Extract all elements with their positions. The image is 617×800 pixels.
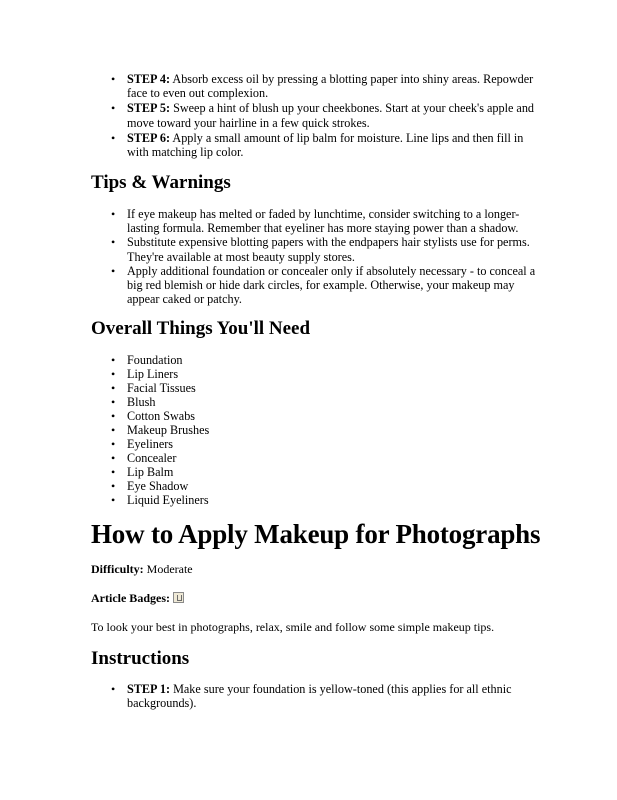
- thing-item: • Liquid Eyeliners: [91, 493, 537, 507]
- tips-heading-block: [91, 172, 537, 194]
- step-item: [91, 131, 537, 159]
- step-item: [91, 72, 537, 100]
- thing-item: • Cotton Swabs: [91, 409, 537, 423]
- difficulty-value: Moderate: [146, 562, 193, 576]
- tip-item: • Substitute expensive blotting papers with the endpapers hair stylists use for perms. They're available at most beauty supply stores.: [91, 235, 537, 263]
- intro-block: [91, 620, 537, 634]
- tip-item: • Apply additional foundation or concealer only if absolutely necessary - to conceal a big red blemish or hide dark circles, for example. Otherwise, your makeup may appear caked or patchy.: [91, 264, 537, 307]
- difficulty-row: [91, 562, 537, 576]
- tips-list: [91, 207, 537, 306]
- step-label: STEP 4:: [127, 72, 171, 86]
- instructions-heading-block: [91, 648, 537, 670]
- difficulty-label: Difficulty:: [91, 562, 144, 576]
- instructions-list: [91, 682, 537, 711]
- steps-list-top: [91, 72, 537, 160]
- things-heading: Overall Things You'll Need: [91, 318, 311, 339]
- step-text: Absorb excess oil by pressing a blotting paper into shiny areas. Repowder face to even out complexion.: [127, 72, 534, 101]
- thing-item: • Lip Liners: [91, 367, 537, 381]
- step-text: Make sure your foundation is yellow-toned (this applies for all ethnic backgrounds).: [127, 682, 512, 711]
- instructions-heading: Instructions: [91, 648, 190, 669]
- article-title: How to Apply Makeup for Photographs: [91, 519, 541, 549]
- step-item: [91, 101, 537, 129]
- badges-row: [91, 591, 537, 605]
- thing-item: • Foundation: [91, 353, 537, 367]
- step-item: [91, 682, 537, 710]
- article-intro: To look your best in photographs, relax, smile and follow some simple makeup tips.: [91, 620, 495, 634]
- thing-item: • Eyeliners: [91, 437, 537, 451]
- step-label: STEP 1:: [127, 682, 171, 696]
- things-heading-block: [91, 318, 537, 340]
- tips-heading: Tips & Warnings: [91, 172, 231, 193]
- badges-label: Article Badges:: [91, 591, 170, 605]
- step-label: STEP 5:: [127, 101, 171, 116]
- tip-item: • If eye makeup has melted or faded by lunchtime, consider switching to a longer-lasting formula. Remember that eyeliner has more staying power than a shadow.: [91, 207, 537, 235]
- thing-item: • Makeup Brushes: [91, 423, 537, 437]
- thing-item: • Facial Tissues: [91, 381, 537, 395]
- step-text: Sweep a hint of blush up your cheekbones. Start at your cheek's apple and move toward your hairline in a few quick strokes.: [127, 101, 535, 130]
- thing-item: • Lip Balm: [91, 465, 537, 479]
- things-list: [91, 353, 537, 507]
- article-title-block: [91, 518, 577, 550]
- step-label: STEP 6:: [127, 130, 171, 145]
- thing-item: • Concealer: [91, 451, 537, 465]
- thing-item: • Blush: [91, 395, 537, 409]
- article-badge-icon[interactable]: [173, 592, 184, 603]
- step-text: Apply a small amount of lip balm for moisture. Line lips and then fill in with matching lip color.: [127, 130, 524, 160]
- thing-item: • Eye Shadow: [91, 479, 537, 493]
